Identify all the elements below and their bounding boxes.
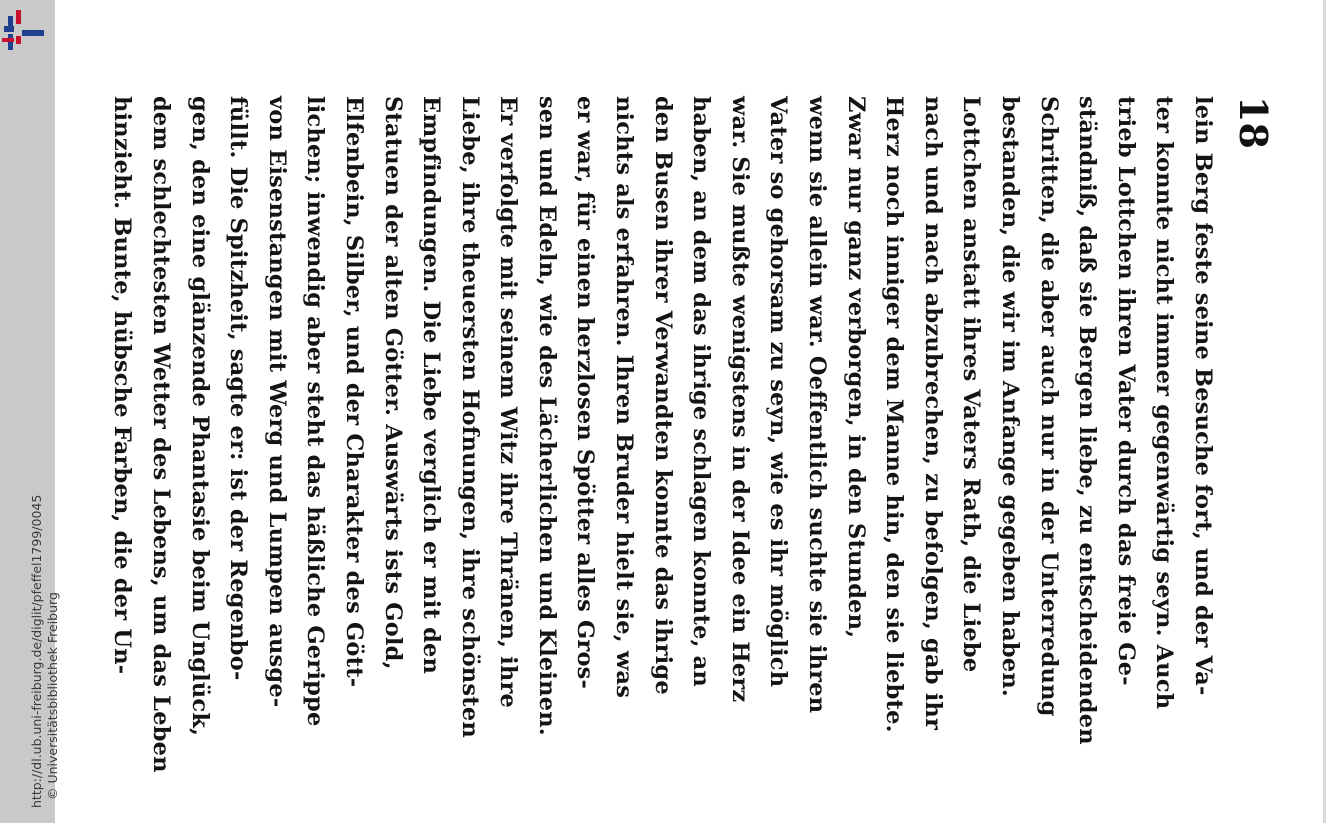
document-url[interactable]: http://dl.ub.uni-freiburg.de/diglit/pfeffel1799/0045 [29,494,44,808]
text-line: Zwar nur ganz verborgen, in den Stunden, [842,96,869,639]
text-line: Er verfolgte mit seinem Witz ihre Thränen, ihre [495,96,522,709]
text-line: nach und nach abzubrechen, zu befolgen, gab ihr [919,96,946,731]
text-line: dem schlechtesten Wetter des Lebens, um das Leben [147,96,174,773]
text-line: gen, den eine glänzende Phantasie beim Unglück, [186,96,213,737]
text-line: ter konnte nicht immer gegenwärtig seyn. Auch [1151,96,1178,710]
copyright-notice: © Universitätsbibliothek Freiburg [45,592,60,800]
text-line: nichts als erfahren. Ihren Bruder hielt sie, was [611,96,638,699]
page-text [103,96,1222,816]
page-edge [1323,0,1326,823]
text-line: Vater so gehorsam zu seyn, wie es ihr möglich [765,96,792,688]
text-line: Schritten, die aber auch nur in der Unterredung [1035,96,1062,717]
text-line: Herz noch inniger dem Manne hin, den sie liebte. [881,96,908,733]
text-line: Lottchen anstatt ihres Vaters Rath, die Liebe [958,96,985,673]
text-line: wenn sie allein war. Oeffentlich suchte sie ihren [804,96,831,714]
ub-freiburg-logo-icon[interactable] [2,8,48,52]
text-line: Liebe, ihre theuersten Hofnungen, ihre schönsten [456,96,483,738]
page-number: 18 [1231,96,1276,149]
text-line: war. Sie mußte wenigstens in der Idee ein Herz [726,96,753,703]
text-line: Empfindungen. Die Liebe verglich er mit den [418,96,445,675]
text-line: ständniß, daß sie Bergen liebe, zu entscheidenden [1074,96,1101,745]
text-line: sen und Edeln, wie des Lächerlichen und Kleinen. [533,96,560,736]
viewer-sidebar [0,0,60,823]
text-line: Elfenbein, Silber, und der Charakter des Gött- [340,96,367,688]
text-line: trieb Lottchen ihren Vater durch das freie Ge- [1112,96,1139,686]
text-line: lein Berg feste seine Besuche fort, und der Va- [1190,96,1216,696]
text-line: Statuen der alten Götter. Auswärts ists Gold, [379,96,406,670]
text-line: füllt. Die Spitzheit, sagte er: ist der Regenbo- [225,96,252,681]
text-line: bestanden, die wir im Anfange gegeben haben. [997,96,1024,697]
text-line: den Busen ihrer Verwandten konnte das ihrige [649,96,676,695]
text-line: er war, für einen herzlosen Spötter alles Gros- [572,96,599,690]
scanned-page [109,96,1284,816]
text-line: lichen; inwendig aber steht das häßliche Gerippe [302,96,329,727]
text-line: von Eisenstangen mit Werg und Lumpen ausge- [263,96,290,708]
text-line: hinzieht. Bunte, hübsche Farben, die der Un- [109,96,136,675]
text-line: haben, an dem das ihrige schlagen konnte, an [688,96,715,687]
